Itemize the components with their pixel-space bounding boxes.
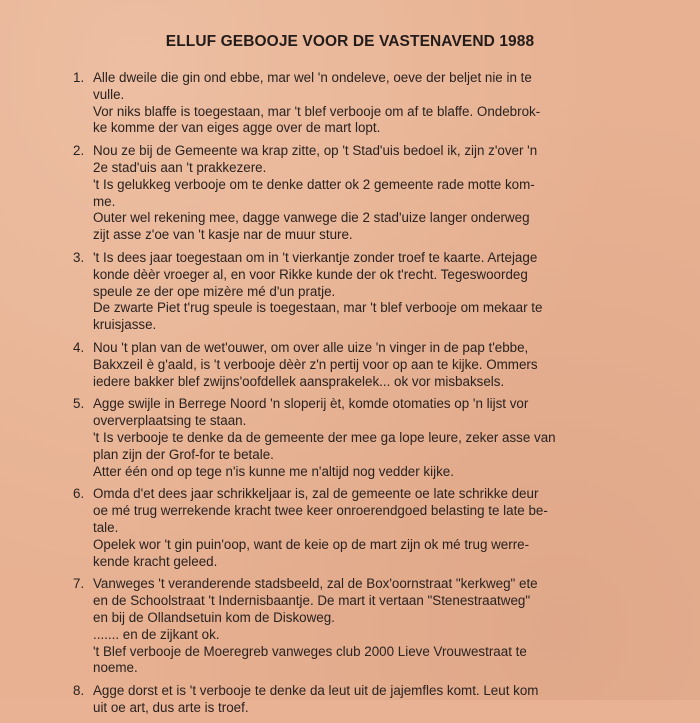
rule-text-line: Omda d'et dees jaar schrikkeljaar is, zal de gemeente oe late schrikke deur [93,486,539,502]
rule-text [93,340,633,390]
rule-text [93,250,633,334]
rule-text-line: Atter één ond op tege n'is kunne me n'altijd nog vedder kijke. [93,463,454,479]
rule-text-line: en bij de Ollandsetuin kom de Diskoweg. [93,609,335,625]
rule-text-line: noeme. [93,660,138,676]
rule-text-line: en de Schoolstraat 't Indernisbaantje. De mart it vertaan "Stenestraatweg" [93,593,531,609]
rule-text-line: zijt asse z'oe van 't kasje nar de muur sture. [93,227,353,243]
rule-text-line: Alle dweile die gin ond ebbe, mar wel 'n ondeleve, oeve der beljet nie in te [93,70,532,85]
rule-text-line: ....... en de zijkant ok. [93,626,220,642]
rule-text-line: iedere bakker blef zwijns'oofdellek aansprakelek... ok vor misbaksels. [93,373,505,389]
rule-text-line: Bakxzeil è g'aald, is 't verbooje dèèr z'n pertij voor op aan te kijke. Ommers [93,356,538,372]
rule-text-line: speule ze der ope mizère mé d'un pratje. [93,283,336,299]
rule-text [93,143,633,244]
rule-text-line: 't Blef verbooje de Moeregreb vanweges club 2000 Lieve Vrouwestraat te [93,643,527,659]
rule-text-line: me. [93,193,116,209]
rule-item [73,396,633,480]
document-title: ELLUF GEBOOJE VOOR DE VASTENAVEND 1988 [165,33,535,50]
rule-number: 5. [73,396,85,412]
rules-list [73,70,633,723]
rule-text [93,396,633,480]
rule-text-line: kende kracht geleed. [93,553,218,569]
rule-text-line: Vor niks blaffe is toegestaan, mar 't blef verbooje om af te blaffe. Ondebrok- [93,103,541,119]
rule-number: 3. [73,249,85,265]
rule-item [73,143,633,244]
rule-item [73,486,633,570]
rule-number: 4. [73,339,85,355]
rule-item [73,70,633,137]
rule-text-line: 't Is verbooje te denke da de gemeente der mee ga lope leure, zeker asse van [93,429,556,445]
rule-number: 2. [73,143,85,159]
rule-text-line: plan zijn der Grof-for te betale. [93,446,274,462]
rule-text-line: oe mé trug werrekende kracht twee keer onroerendgoed belasting te late be- [93,503,548,519]
rule-number: 6. [73,486,85,502]
rule-text-line: Opelek wor 't gin puin'oop, want de keie op de mart zijn ok mé trug werre- [93,536,530,552]
rule-number: 8. [73,683,85,699]
rule-text-line: Outer wel rekening mee, dagge vanwege die 2 stad'uize langer onderweg [93,210,530,226]
rule-item [73,250,633,334]
rule-text-line: kruisjasse. [93,317,157,333]
rule-text-line: 't Is dees jaar toegestaan om in 't vierkantje zonder troef te kaarte. Artejage [93,249,538,265]
rule-text-line: Agge dorst et is 't verbooje te denke da leut uit de jajemfles komt. Leut kom [93,683,539,699]
rule-text-line: ke komme der van eiges agge over de mart lopt. [93,120,381,136]
rule-text-line: 2e stad'uis aan 't prakkezere. [93,159,267,175]
rule-text-line: uit oe art, dus arte is troef. [93,699,249,715]
rule-number: 7. [73,576,85,592]
rule-text-line: Nou 't plan van de wet'ouwer, om over alle uize 'n vinger in de pap t'ebbe, [93,339,529,355]
rule-text [93,486,633,570]
rule-number: 1. [73,70,85,85]
rule-text [93,576,633,677]
rule-text-line: tale. [93,519,119,535]
rule-text-line: Nou ze bij de Gemeente wa krap zitte, op 't Stad'uis bedoel ik, zijn z'over 'n [93,143,538,159]
rule-text-line: vulle. [93,86,125,102]
rule-item [73,340,633,390]
rule-text-line: De zwarte Piet t'rug speule is toegestaan, mar 't blef verbooje om mekaar te [93,300,543,316]
rule-text-line: Vanweges 't veranderende stadsbeeld, zal de Box'oornstraat "kerkweg" ete [93,576,538,592]
rule-text-line: oververplaatsing te staan. [93,413,247,429]
rule-text-line: konde dèèr vroeger al, en voor Rikke kunde der ok t'recht. Tegeswoordeg [93,266,528,282]
rule-text [93,70,633,137]
rule-item [73,576,633,677]
rule-text-line: Agge swijle in Berrege Noord 'n sloperij èt, komde otomaties op 'n lijst vor [93,396,529,412]
rule-text-line: 't Is gelukkeg verbooje om te denke datter ok 2 gemeente rade motte kom- [93,176,535,192]
